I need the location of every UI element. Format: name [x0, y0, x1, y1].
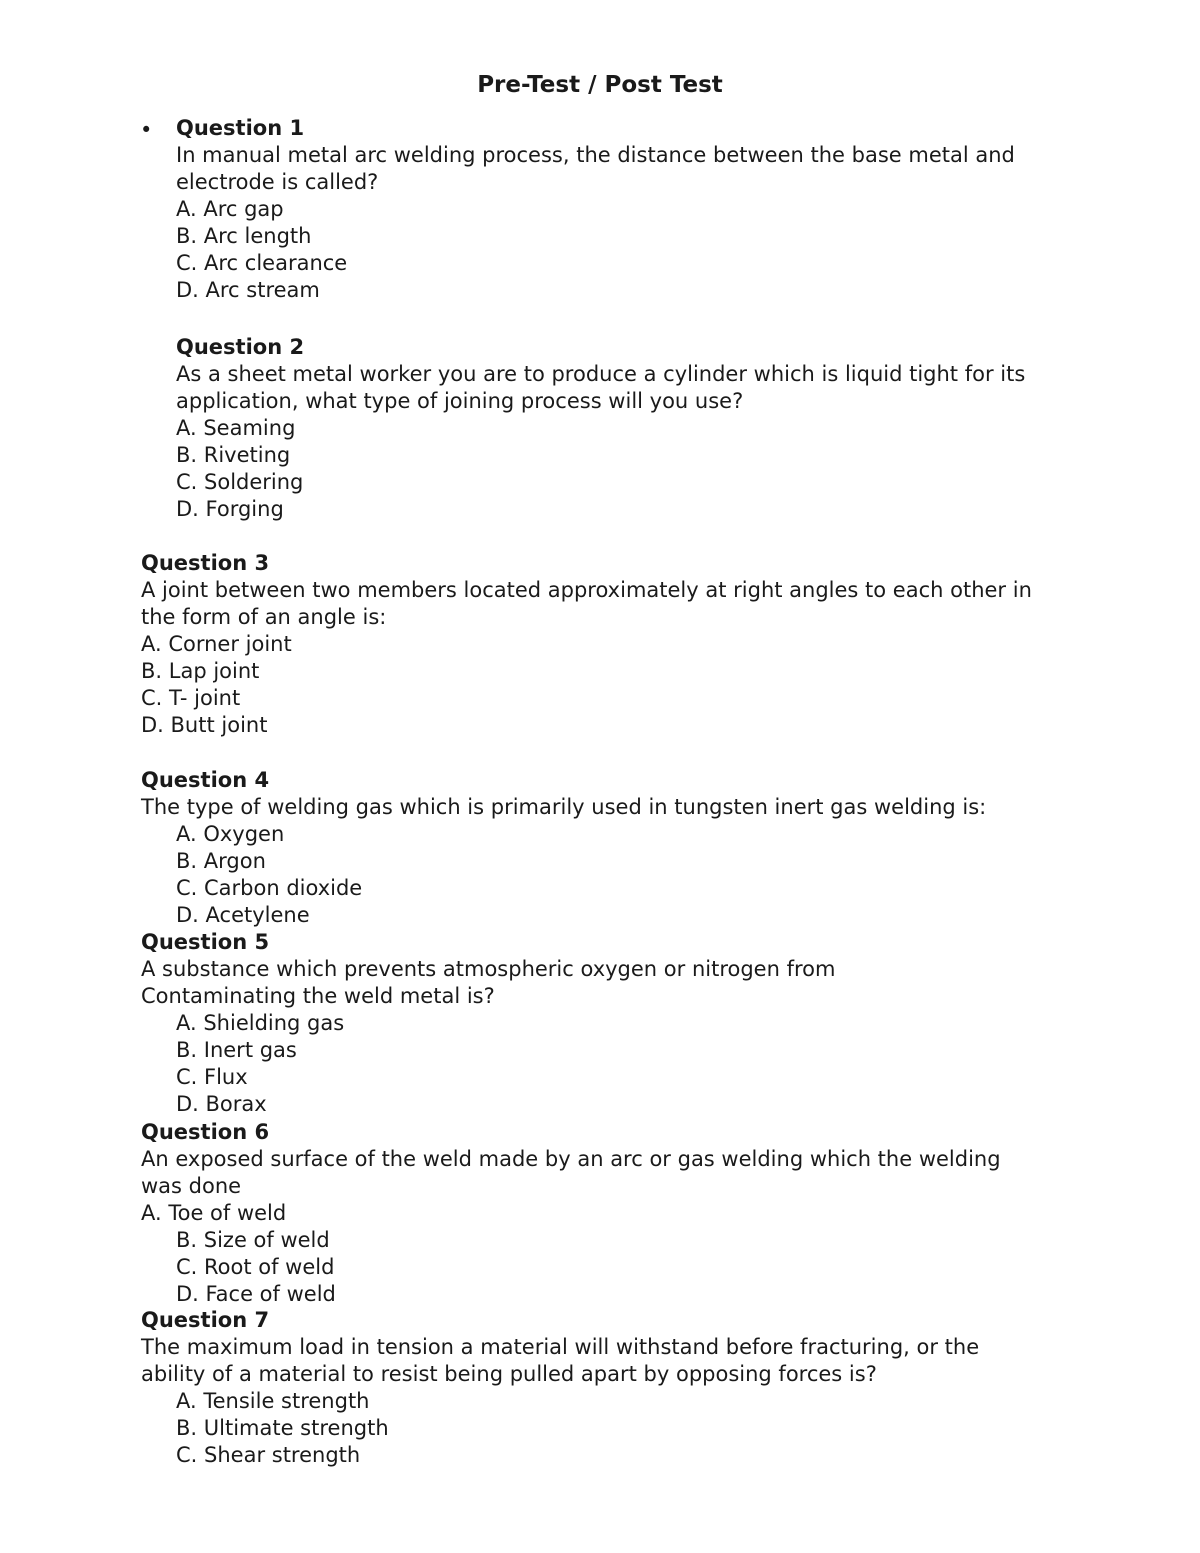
page-title: Pre-Test / Post Test	[477, 72, 723, 98]
answer-option: B. Argon	[176, 849, 266, 873]
answer-option: D. Borax	[176, 1092, 267, 1116]
answer-option: C. Flux	[176, 1065, 248, 1089]
answer-option: B. Inert gas	[176, 1038, 297, 1062]
answer-option: B. Riveting	[176, 443, 291, 467]
answer-option: A. Shielding gas	[176, 1011, 345, 1035]
answer-option: C. Soldering	[176, 470, 304, 494]
answer-option: C. T- joint	[141, 686, 241, 710]
question-text: The type of welding gas which is primarily used in tungsten inert gas welding is:	[141, 795, 987, 819]
question-text: A substance which prevents atmospheric oxygen or nitrogen from	[141, 957, 836, 981]
answer-option: A. Seaming	[176, 416, 296, 440]
answer-option: B. Arc length	[176, 224, 312, 248]
answer-option: B. Ultimate strength	[176, 1416, 389, 1440]
question-heading: Question 6	[141, 1120, 270, 1144]
question-text: As a sheet metal worker you are to produce a cylinder which is liquid tight for its	[176, 362, 1026, 386]
answer-option: C. Shear strength	[176, 1443, 361, 1467]
answer-option: A. Corner joint	[141, 632, 292, 656]
question-text: Contaminating the weld metal is?	[141, 984, 495, 1008]
question-text: was done	[141, 1174, 242, 1198]
answer-option: A. Tensile strength	[176, 1389, 370, 1413]
answer-option: A. Oxygen	[176, 822, 285, 846]
answer-option: C. Carbon dioxide	[176, 876, 363, 900]
answer-option: D. Acetylene	[176, 903, 310, 927]
answer-option: D. Butt joint	[141, 713, 268, 737]
question-heading: Question 3	[141, 551, 270, 575]
question-heading: Question 5	[141, 930, 270, 954]
question-text: A joint between two members located approximately at right angles to each other in	[141, 578, 1032, 602]
question-heading: Question 1	[176, 116, 305, 140]
answer-option: B. Size of weld	[176, 1228, 330, 1252]
question-text: application, what type of joining process will you use?	[176, 389, 744, 413]
question-text: In manual metal arc welding process, the distance between the base metal and	[176, 143, 1015, 167]
answer-option: C. Arc clearance	[176, 251, 348, 275]
question-heading: Question 4	[141, 768, 270, 792]
question-text: An exposed surface of the weld made by an arc or gas welding which the welding	[141, 1147, 1001, 1171]
question-text: electrode is called?	[176, 170, 379, 194]
answer-option: C. Root of weld	[176, 1255, 335, 1279]
answer-option: D. Forging	[176, 497, 284, 521]
answer-option: D. Face of weld	[176, 1282, 336, 1306]
question-text: The maximum load in tension a material will withstand before fracturing, or the	[141, 1335, 980, 1359]
answer-option: B. Lap joint	[141, 659, 260, 683]
answer-option: D. Arc stream	[176, 278, 320, 302]
question-text: ability of a material to resist being pulled apart by opposing forces is?	[141, 1362, 877, 1386]
question-heading: Question 2	[176, 335, 305, 359]
answer-option: A. Arc gap	[176, 197, 284, 221]
bullet-marker: •	[140, 118, 153, 142]
answer-option: A. Toe of weld	[141, 1201, 287, 1225]
question-text: the form of an angle is:	[141, 605, 387, 629]
question-heading: Question 7	[141, 1308, 270, 1332]
